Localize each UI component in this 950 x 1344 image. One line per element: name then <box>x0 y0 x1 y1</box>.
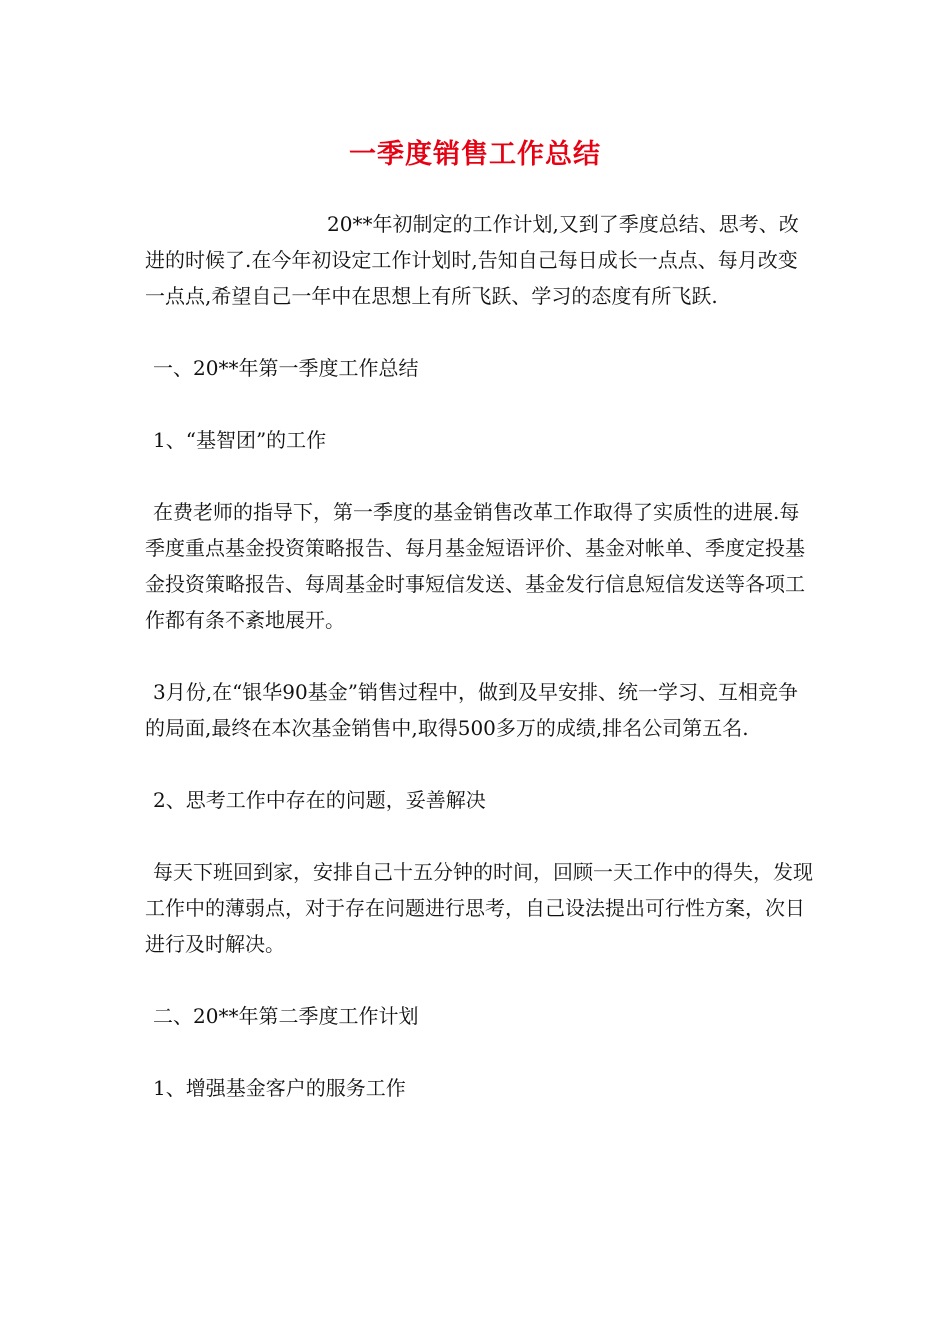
paragraph-gap <box>145 962 815 998</box>
subsection-heading-2-1: 1、增强基金客户的服务工作 <box>153 1076 406 1100</box>
paragraph-gap <box>145 1034 815 1070</box>
subsection-heading-1-1: 1、“基智团”的工作 <box>153 428 327 452</box>
paragraph-gap <box>145 746 815 782</box>
body-paragraph: 每天下班回到家，安排自己十五分钟的时间，回顾一天工作中的得失，发现工作中的薄弱点，对于存在问题进行思考，自己设法提出可行性方案，次日进行及时解决。 <box>145 860 813 956</box>
section-heading-2: 二、20**年第二季度工作计划 <box>153 1004 419 1028</box>
paragraph-gap <box>145 458 815 494</box>
section-heading-1: 一、20**年第一季度工作总结 <box>153 356 419 380</box>
intro-paragraph: 20**年初制定的工作计划,又到了季度总结、思考、改进的时候了.在今年初设定工作计划时,告知自己每日成长一点点、每月改变一点点,希望自己一年中在思想上有所飞跃、学习的态度有所飞跃. <box>145 212 799 308</box>
page-title: 一季度销售工作总结 <box>349 139 601 170</box>
document-body <box>145 206 815 1106</box>
paragraph-gap <box>145 386 815 422</box>
paragraph-gap <box>145 638 815 674</box>
paragraph-gap <box>145 818 815 854</box>
body-paragraph: 在费老师的指导下，第一季度的基金销售改革工作取得了实质性的进展.每季度重点基金投资策略报告、每月基金短语评价、基金对帐单、季度定投基金投资策略报告、每周基金时事短信发送、基金发行信息短信发送等各项工作都有条不紊地展开。 <box>145 500 805 632</box>
body-paragraph: 3月份,在“银华90基金”销售过程中，做到及早安排、统一学习、互相竞争的局面,最终在本次基金销售中,取得500多万的成绩,排名公司第五名. <box>145 680 798 740</box>
subsection-heading-1-2: 2、思考工作中存在的问题，妥善解决 <box>153 788 486 812</box>
paragraph-gap <box>145 314 815 350</box>
